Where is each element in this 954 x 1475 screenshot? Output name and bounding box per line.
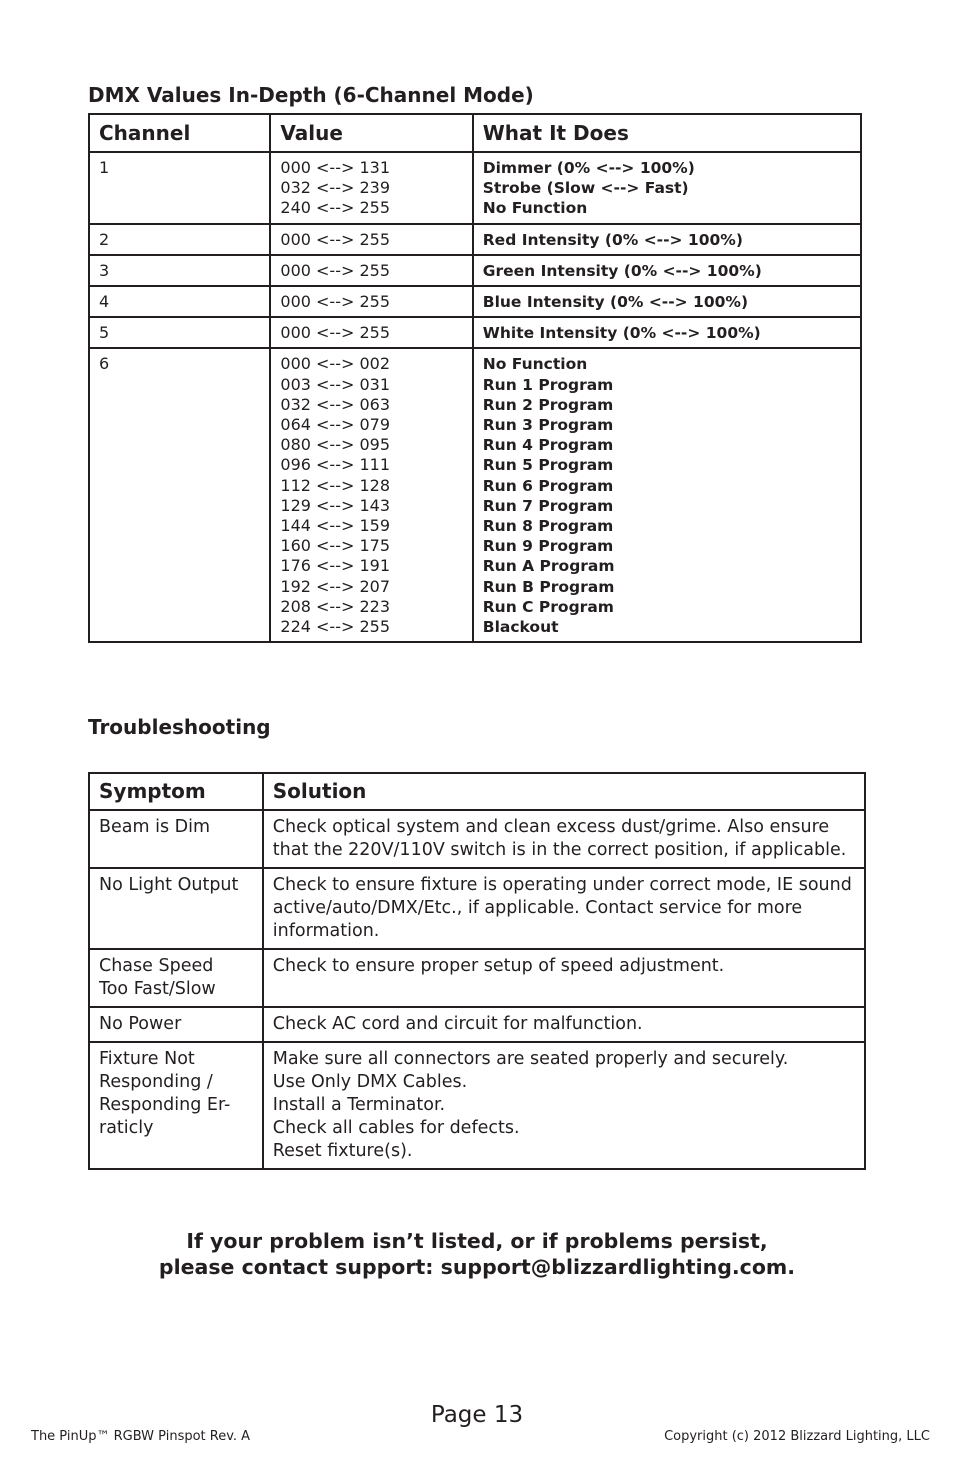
dmx-header-value: Value (270, 114, 472, 152)
symptom-text: raticly (99, 1118, 154, 1138)
symptom-cell (89, 949, 263, 1007)
function-label: Run 9 Program (482, 537, 614, 556)
function-label: Run C Program (482, 597, 614, 616)
function-label: Run 3 Program (482, 416, 614, 435)
value-range: 080 <--> 095 (280, 435, 390, 455)
solution-text: Install a Terminator. (272, 1095, 446, 1115)
dmx-header-row (89, 114, 861, 152)
symptom-text: No Power (99, 1014, 182, 1034)
value-cell (270, 224, 472, 255)
value-range: 003 <--> 031 (280, 374, 390, 394)
function-label: Run 2 Program (482, 395, 614, 414)
function-label: White Intensity (0% <--> 100%) (482, 324, 761, 343)
symptom-text: Beam is Dim (99, 817, 211, 837)
page-number: Page 13 (430, 1402, 524, 1428)
troubleshooting-table (88, 772, 866, 1170)
solution-text: Reset fixture(s). (272, 1141, 413, 1161)
function-label: Run 4 Program (482, 436, 614, 455)
table-row (89, 317, 861, 348)
symptom-text: No Light Output (99, 875, 239, 895)
channel-cell: 6 (89, 348, 270, 642)
function-label: Blue Intensity (0% <--> 100%) (482, 293, 749, 312)
value-range: 000 <--> 255 (280, 229, 390, 249)
value-range: 144 <--> 159 (280, 516, 390, 536)
support-contact-note (0, 1228, 954, 1280)
value-range: 192 <--> 207 (280, 576, 390, 596)
function-label: Run 6 Program (482, 476, 614, 495)
function-label: Run 1 Program (482, 375, 614, 394)
value-range: 112 <--> 128 (280, 475, 390, 495)
value-range: 240 <--> 255 (280, 198, 390, 218)
value-range: 160 <--> 175 (280, 536, 390, 556)
solution-text: Check optical system and clean excess dust/grime. Also ensure that the 220V/110V switch is in the correct position, if applicable. (272, 817, 847, 860)
dmx-values-table (88, 113, 862, 643)
function-label: Red Intensity (0% <--> 100%) (482, 230, 743, 249)
table-row (89, 1042, 865, 1169)
value-cell (270, 286, 472, 317)
symptom-text: Responding Er- (99, 1095, 231, 1115)
footer-copyright: Copyright (c) 2012 Blizzard Lighting, LLC (664, 1429, 930, 1444)
solution-cell (263, 1042, 865, 1169)
channel-cell: 1 (89, 152, 270, 224)
value-cell (270, 255, 472, 286)
solution-text: Check to ensure fixture is operating under correct mode, IE sound active/auto/DMX/Etc., if applicable. Contact service for more information. (272, 875, 852, 941)
function-cell (473, 317, 861, 348)
function-label: Strobe (Slow <--> Fast) (482, 179, 689, 198)
function-cell (473, 286, 861, 317)
symptom-cell (89, 810, 263, 868)
support-contact-line-1: If your problem isn’t listed, or if problems persist, (186, 1229, 768, 1253)
solution-cell (263, 1007, 865, 1042)
table-row (89, 1007, 865, 1042)
channel-cell: 2 (89, 224, 270, 255)
function-cell (473, 255, 861, 286)
symptom-cell (89, 1007, 263, 1042)
solution-text: Check all cables for defects. (272, 1118, 520, 1138)
value-range: 032 <--> 239 (280, 178, 390, 198)
solution-cell (263, 868, 865, 949)
function-label: Run 8 Program (482, 517, 614, 536)
value-range: 000 <--> 255 (280, 323, 390, 343)
troubleshooting-header-symptom: Symptom (89, 773, 263, 810)
table-row (89, 286, 861, 317)
symptom-text: Responding / (99, 1072, 213, 1092)
channel-cell: 5 (89, 317, 270, 348)
symptom-text: Chase Speed (99, 956, 214, 976)
value-range: 000 <--> 255 (280, 292, 390, 312)
table-row (89, 949, 865, 1007)
function-label: Dimmer (0% <--> 100%) (482, 159, 695, 177)
function-label: Blackout (482, 618, 559, 637)
table-row (89, 348, 861, 642)
value-cell (270, 348, 472, 642)
table-row (89, 224, 861, 255)
symptom-text: Too Fast/Slow (99, 979, 216, 999)
value-range: 000 <--> 131 (280, 158, 390, 177)
function-label: Green Intensity (0% <--> 100%) (482, 261, 762, 280)
symptom-text: Fixture Not (99, 1049, 195, 1069)
function-label: Run 7 Program (482, 496, 614, 515)
solution-text: Check to ensure proper setup of speed adjustment. (272, 956, 725, 976)
function-cell (473, 224, 861, 255)
value-cell (270, 152, 472, 224)
table-row (89, 255, 861, 286)
troubleshooting-header-row (89, 773, 865, 810)
support-contact-line-2: please contact support: support@blizzardlighting.com. (158, 1255, 796, 1279)
value-range: 224 <--> 255 (280, 617, 390, 637)
function-cell (473, 348, 861, 642)
symptom-cell (89, 1042, 263, 1169)
function-label: Run B Program (482, 577, 615, 596)
function-label: Run 5 Program (482, 456, 614, 475)
value-cell (270, 317, 472, 348)
function-label: No Function (482, 355, 588, 374)
dmx-section-title: DMX Values In-Depth (6-Channel Mode) (88, 83, 534, 107)
value-range: 064 <--> 079 (280, 415, 390, 435)
channel-cell: 3 (89, 255, 270, 286)
table-row (89, 152, 861, 224)
channel-cell: 4 (89, 286, 270, 317)
function-cell (473, 152, 861, 224)
solution-text: Use Only DMX Cables. (272, 1072, 468, 1092)
dmx-header-what: What It Does (473, 114, 861, 152)
symptom-cell (89, 868, 263, 949)
value-range: 096 <--> 111 (280, 455, 390, 475)
troubleshooting-header-solution: Solution (263, 773, 865, 810)
solution-text: Make sure all connectors are seated properly and securely. (272, 1049, 789, 1069)
solution-cell (263, 810, 865, 868)
solution-cell (263, 949, 865, 1007)
footer-product-name: The PinUp™ RGBW Pinspot Rev. A (31, 1429, 251, 1444)
value-range: 032 <--> 063 (280, 394, 390, 414)
table-row (89, 810, 865, 868)
value-range: 176 <--> 191 (280, 556, 390, 576)
solution-text: Check AC cord and circuit for malfunction. (272, 1014, 643, 1034)
function-label: No Function (482, 199, 588, 218)
dmx-header-channel: Channel (89, 114, 270, 152)
value-range: 000 <--> 002 (280, 354, 390, 374)
value-range: 000 <--> 255 (280, 260, 390, 280)
table-row (89, 868, 865, 949)
value-range: 129 <--> 143 (280, 495, 390, 515)
function-label: Run A Program (482, 557, 615, 576)
value-range: 208 <--> 223 (280, 596, 390, 616)
troubleshooting-section-title: Troubleshooting (88, 715, 271, 739)
